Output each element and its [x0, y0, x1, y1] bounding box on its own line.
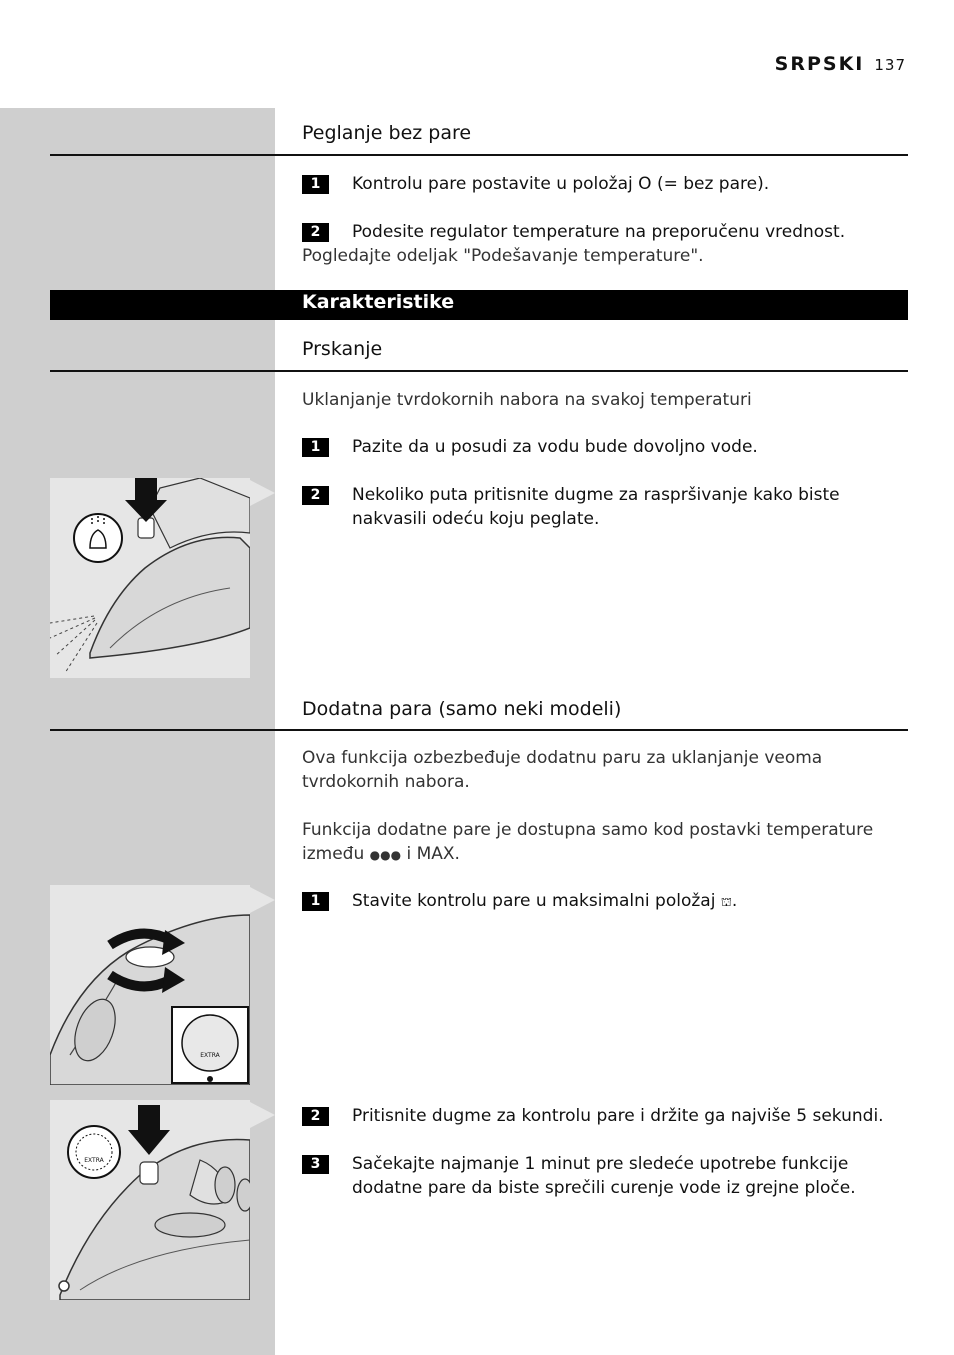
step-spray-1 [302, 435, 902, 459]
chapter-title: Karakteristike [302, 291, 455, 313]
page-number: 137 [874, 56, 906, 74]
step-text: Pritisnite dugme za kontrolu pare i držite ga najviše 5 sekundi. [352, 1106, 884, 1126]
step-no-steam-1 [302, 172, 902, 196]
steam-dial-illustration [50, 885, 250, 1085]
step-number: 2 [302, 223, 329, 242]
condition-text-end: i MAX. [406, 844, 460, 864]
callout-pointer [250, 887, 275, 913]
step-extra-1 [302, 889, 902, 914]
language-label: SRPSKI [774, 53, 865, 75]
step-number: 1 [302, 438, 329, 457]
iron-dial-icon [50, 885, 250, 1085]
steam-button-illustration [50, 1100, 250, 1300]
section-rule [50, 370, 908, 372]
extra-steam-intro: Ova funkcija ozbezbeđuje dodatnu paru za uklanjanje veoma tvrdokornih nabora. [302, 748, 823, 792]
section-rule [50, 729, 908, 731]
step-extra-2 [302, 1104, 902, 1128]
step-text: Pazite da u posudi za vodu bude dovoljno vode. [352, 437, 758, 457]
step-number: 2 [302, 486, 329, 505]
spray-intro: Uklanjanje tvrdokornih nabora na svakoj temperaturi [302, 390, 752, 410]
section-title-no-steam: Peglanje bez pare [302, 122, 472, 144]
step-number: 2 [302, 1107, 329, 1126]
temperature-dots-icon: ●●● [369, 848, 402, 862]
section-rule [50, 154, 908, 156]
section-title-spray: Prskanje [302, 338, 383, 360]
step-text: Kontrolu pare postavite u položaj O (= bez pare). [352, 174, 770, 194]
step-text: Sačekajte najmanje 1 minut pre sledeće upotrebe funkcije dodatne pare da biste sprečili curenje vode iz grejne ploče. [352, 1154, 856, 1198]
chapter-bar [50, 290, 908, 320]
step-number: 1 [302, 175, 329, 194]
spray-illustration [50, 478, 250, 678]
note-text: Pogledajte odeljak "Podešavanje temperature". [302, 246, 704, 266]
step-text: Nekoliko puta pritisnite dugme za raspršivanje kako biste nakvasili odeću koju peglate. [352, 485, 840, 529]
iron-spray-icon [50, 478, 250, 678]
step-number: 3 [302, 1155, 329, 1174]
iron-steam-button-icon [50, 1100, 250, 1300]
step-text-part: Stavite kontrolu pare u maksimalni položaj [352, 891, 716, 911]
step-extra-3 [302, 1152, 902, 1200]
callout-pointer [250, 1102, 275, 1128]
callout-pointer [250, 480, 275, 506]
extra-steam-condition [302, 818, 902, 867]
step-text: Podesite regulator temperature na preporučenu vrednost. [352, 222, 846, 242]
dial-extra-label: EXTRA [200, 1052, 220, 1059]
section-title-extra-steam: Dodatna para (samo neki modeli) [302, 698, 622, 720]
step-no-steam-2 [302, 220, 902, 244]
page-header [775, 53, 906, 75]
step-text-end: . [731, 891, 738, 911]
step-spray-2 [302, 483, 902, 531]
condition-text: Funkcija dodatne pare je dostupna samo kod postavki temperature između [302, 820, 874, 864]
step-number: 1 [302, 892, 329, 911]
dial-extra-label-2: EXTRA [84, 1157, 104, 1164]
max-steam-icon: ⛫ [720, 895, 732, 909]
step-text [302, 889, 902, 914]
